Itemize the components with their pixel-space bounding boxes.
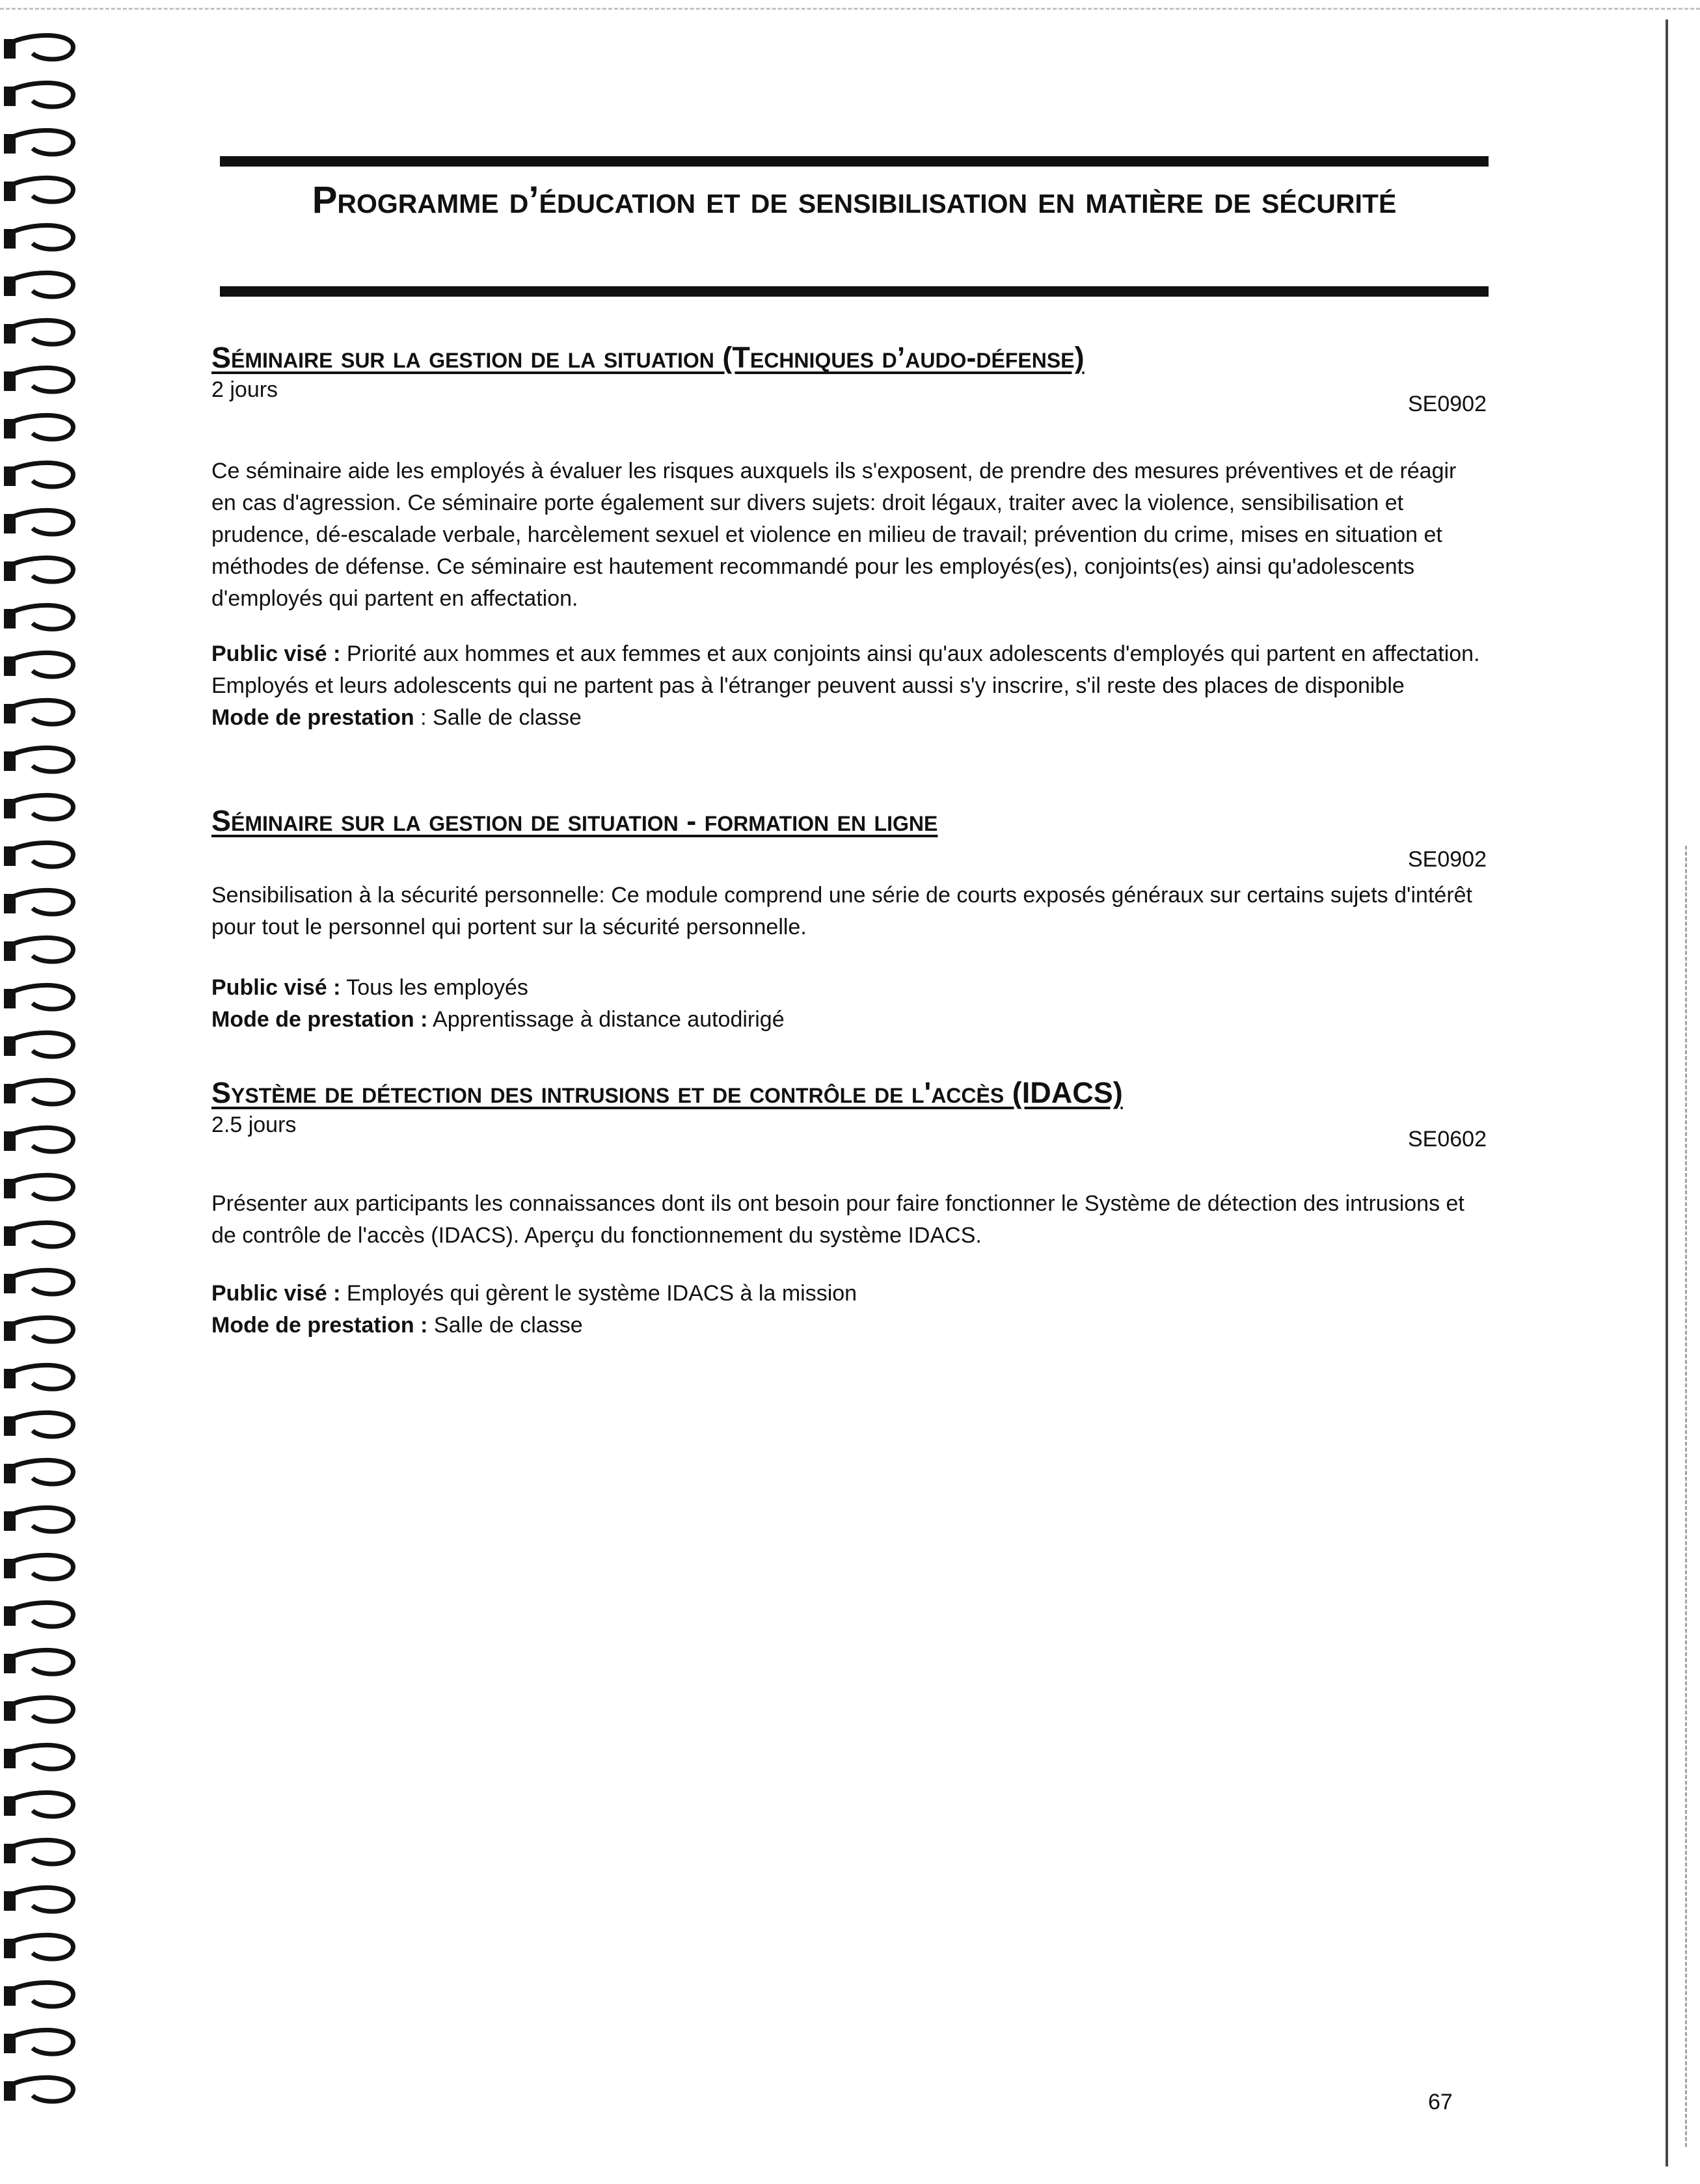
title-rule-top bbox=[220, 156, 1489, 167]
section-idacs bbox=[211, 1073, 1487, 1341]
page-right-edge bbox=[1666, 20, 1675, 2166]
section-meta bbox=[211, 841, 1487, 880]
audience-value: Priorité aux hommes et aux femmes et aux conjoints ainsi qu'aux adolescents d'employés qui partent en affectation. Employés et leurs adolescents qui ne partent pas à l'étranger peuvent aussi s'y inscrire, s'il reste des places de disponible bbox=[211, 641, 1480, 698]
delivery-label: Mode de prestation bbox=[211, 705, 414, 730]
section-meta bbox=[211, 1112, 1487, 1162]
audience-value: Employés qui gèrent le système IDACS à la mission bbox=[346, 1281, 857, 1306]
duration: 2.5 jours bbox=[211, 1112, 297, 1137]
section-self-defense-seminar bbox=[211, 338, 1487, 734]
section-heading: Système de détection des intrusions et de contrôle de l'accès (IDACS) bbox=[211, 1076, 1123, 1109]
section-description: Ce séminaire aide les employés à évaluer les risques auxquels ils s'exposent, de prendre des mesures préventives et de réagir en cas d'agression. Ce séminaire porte également sur divers sujets: droit légaux, traiter avec la violence, sensibilisation et prudence, dé-escalade verbale, harcèlement sexuel et violence en milieu de travail; prévention du crime, mises en situation et méthodes de défense. Ce séminaire est hautement recommandé pour les employés(es), conjoints(es) ainsi qu'adolescents d'employés qui partent en affectation. bbox=[211, 459, 1457, 611]
delivery-value: : Salle de classe bbox=[420, 705, 582, 730]
title-rule-bottom bbox=[220, 286, 1489, 297]
audience-line bbox=[211, 1278, 1487, 1310]
spiral-binding-icon bbox=[0, 26, 85, 2160]
delivery-line bbox=[211, 1004, 1487, 1036]
page-title: Programme d’éducation et de sensibilisation en matière de sécurité bbox=[312, 179, 1397, 221]
section-meta bbox=[211, 377, 1487, 427]
page-number: 67 bbox=[1428, 2090, 1453, 2114]
audience-line bbox=[211, 638, 1487, 702]
course-code: SE0902 bbox=[1408, 847, 1487, 872]
audience-label: Public visé : bbox=[211, 1281, 341, 1306]
audience-line bbox=[211, 972, 1487, 1004]
section-heading: Séminaire sur la gestion de la situation (Techniques d’audo-défense) bbox=[211, 341, 1085, 374]
duration: 2 jours bbox=[211, 377, 278, 402]
course-code: SE0602 bbox=[1408, 1127, 1487, 1152]
section-description: Sensibilisation à la sécurité personnelle: Ce module comprend une série de courts exposés généraux sur certains sujets d'intérêt pour tout le personnel qui portent sur la sécurité personnelle. bbox=[211, 883, 1472, 939]
delivery-label: Mode de prestation : bbox=[211, 1313, 428, 1338]
audience-value: Tous les employés bbox=[346, 975, 528, 1000]
scan-top-edge bbox=[0, 8, 1700, 29]
course-code: SE0902 bbox=[1408, 392, 1487, 416]
delivery-label: Mode de prestation : bbox=[211, 1007, 428, 1032]
section-description: Présenter aux participants les connaissances dont ils ont besoin pour faire fonctionner le Système de détection des intrusions et de contrôle de l'accès (IDACS). Aperçu du fonctionnement du système IDACS. bbox=[211, 1191, 1464, 1248]
delivery-line bbox=[211, 1310, 1487, 1341]
delivery-value: Salle de classe bbox=[433, 1313, 583, 1338]
page-right-edge-shadow bbox=[1685, 846, 1691, 2147]
audience-label: Public visé : bbox=[211, 975, 341, 1000]
delivery-line bbox=[211, 702, 1487, 734]
audience-label: Public visé : bbox=[211, 641, 341, 666]
section-online-training bbox=[211, 802, 1487, 1036]
section-heading: Séminaire sur la gestion de situation - formation en ligne bbox=[211, 804, 938, 837]
delivery-value: Apprentissage à distance autodirigé bbox=[433, 1007, 785, 1032]
